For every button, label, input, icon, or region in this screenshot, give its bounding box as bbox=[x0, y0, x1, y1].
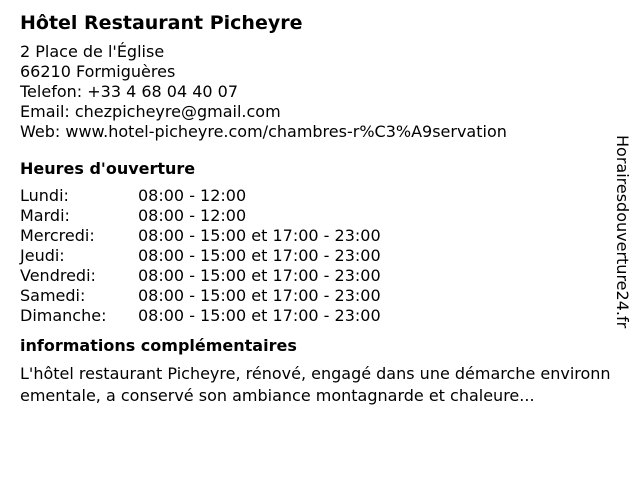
phone-line: Telefon: +33 4 68 04 40 07 bbox=[20, 82, 239, 101]
day-label: Lundi: bbox=[20, 186, 69, 205]
hours-row-wednesday bbox=[20, 226, 615, 246]
day-label: Dimanche: bbox=[20, 306, 107, 325]
day-label: Mardi: bbox=[20, 206, 70, 225]
day-label: Jeudi: bbox=[20, 246, 65, 265]
hours-heading: Heures d'ouverture bbox=[20, 159, 196, 178]
web-line: Web: www.hotel-picheyre.com/chambres-r%C3%A9servation bbox=[20, 122, 507, 141]
hours-row-sunday bbox=[20, 306, 615, 326]
address-line-1: 2 Place de l'Église bbox=[20, 42, 165, 61]
day-label: Mercredi: bbox=[20, 226, 95, 245]
day-label: Samedi: bbox=[20, 286, 86, 305]
day-hours: 08:00 - 15:00 et 17:00 - 23:00 bbox=[138, 306, 381, 325]
day-hours: 08:00 - 12:00 bbox=[138, 206, 247, 225]
info-description: L'hôtel restaurant Picheyre, rénové, engagé dans une démarche environnementale, a conservé son ambiance montagnarde et chaleure... bbox=[20, 364, 611, 405]
day-hours: 08:00 - 15:00 et 17:00 - 23:00 bbox=[138, 266, 381, 285]
info-heading: informations complémentaires bbox=[20, 336, 297, 355]
business-name: Hôtel Restaurant Picheyre bbox=[20, 12, 303, 34]
day-label: Vendredi: bbox=[20, 266, 96, 285]
day-hours: 08:00 - 12:00 bbox=[138, 186, 247, 205]
day-hours: 08:00 - 15:00 et 17:00 - 23:00 bbox=[138, 286, 381, 305]
hours-row-monday bbox=[20, 186, 615, 206]
watermark-text: Horairesdouverture24.fr bbox=[613, 135, 632, 329]
email-line: Email: chezpicheyre@gmail.com bbox=[20, 102, 281, 121]
hours-row-tuesday bbox=[20, 206, 615, 226]
hours-row-saturday bbox=[20, 286, 615, 306]
hours-row-thursday bbox=[20, 246, 615, 266]
hours-row-friday bbox=[20, 266, 615, 286]
day-hours: 08:00 - 15:00 et 17:00 - 23:00 bbox=[138, 226, 381, 245]
hours-table bbox=[20, 186, 615, 326]
business-card bbox=[20, 10, 615, 407]
address-line-2: 66210 Formiguères bbox=[20, 62, 176, 81]
day-hours: 08:00 - 15:00 et 17:00 - 23:00 bbox=[138, 246, 381, 265]
